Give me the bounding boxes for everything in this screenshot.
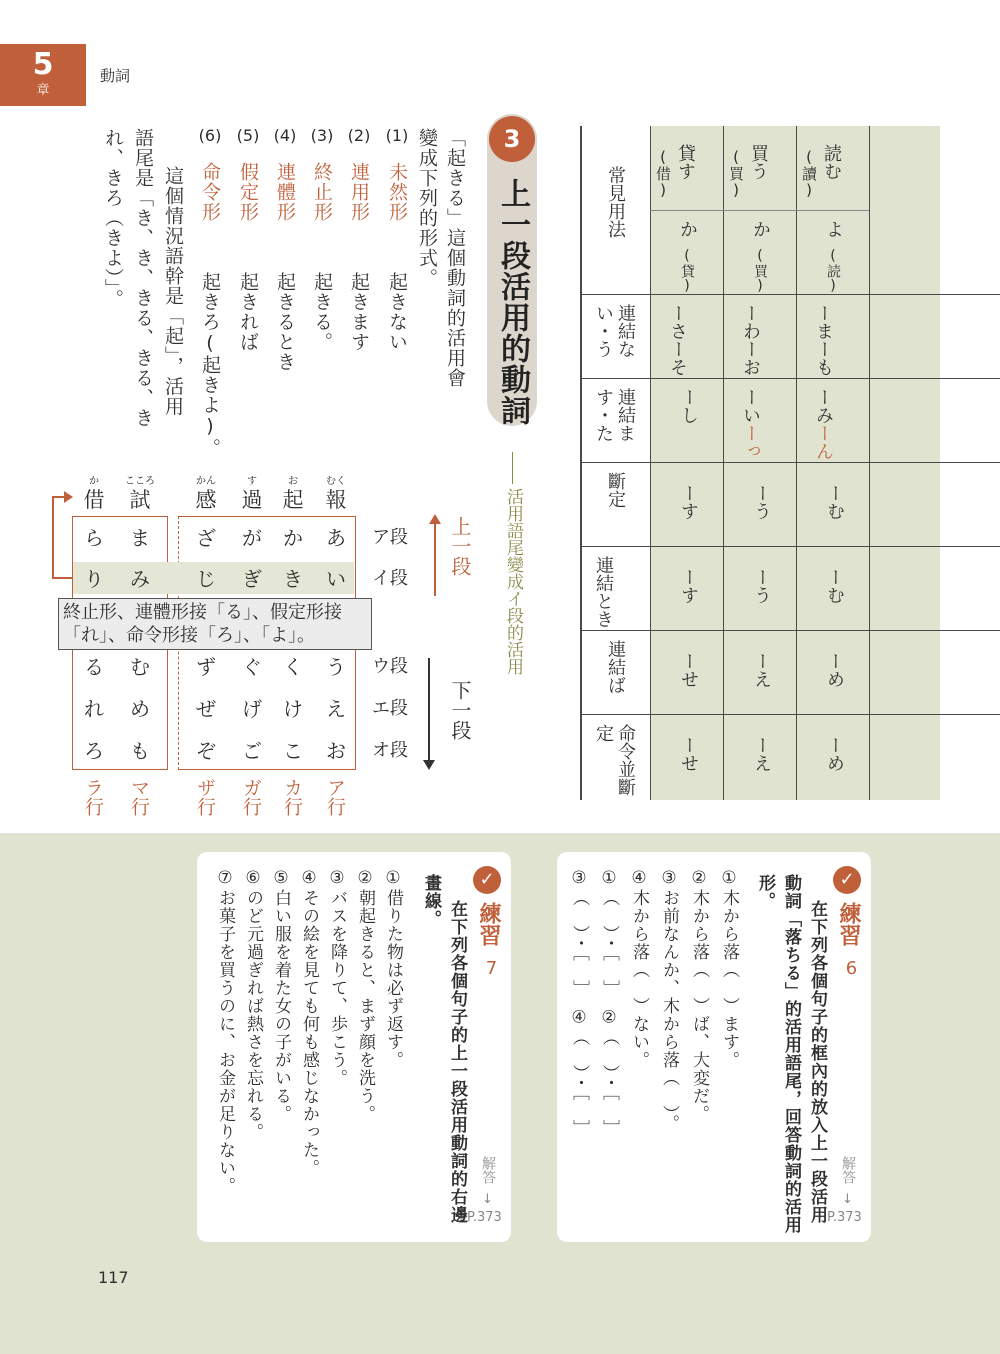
intro-note: れ、きろ（きよ）」。 [102,128,124,309]
grid-note-line: 「れ」、命令形接「ろ」、「よ」。 [63,625,315,646]
exercise-item: ④木から落（ ）ない。 [629,868,649,1069]
verb-word: 読む [821,144,842,180]
grid-cell: い [326,567,346,591]
kanji: 試 [129,488,151,512]
table-line [796,126,797,800]
grid-cell: か [283,526,303,550]
grid-cell: え [326,697,346,721]
cell-part-accent: ーん [813,424,834,460]
chapter-suffix: 章 [36,83,50,98]
verb-stem-kanji: (貸) [679,248,695,294]
arrow-down-icon: ↓ [482,1192,493,1207]
grid-word [318,476,354,512]
intro-note: 語尾是「き、き、きる、きる、き [132,128,154,428]
form-item [197,126,223,466]
verb-conjugation-table [580,126,1000,800]
grid-cell: れ [84,697,104,721]
section-number: 3 [489,116,535,162]
table-cell: ーわーお [740,304,761,376]
table-cell: ーう [751,484,772,520]
table-cell: ーし [678,388,699,424]
row-label: 連結とき [593,556,614,628]
intro-note: 這個情況語幹是「起」，活用 [162,166,184,417]
column-label: カ行 [281,778,303,816]
form-name: 終止形 [311,162,333,222]
exercise-item: ②木から落（ ）ば、大変だ。 [689,868,709,1123]
subtitle-rule [512,452,513,484]
down-arrow-head [423,760,435,770]
form-example: 起きる。 [311,272,333,352]
instruction-line: 動詞「落ちる」的活用語尾，回答動詞的活用 [781,874,801,1234]
table-line [580,462,1000,463]
form-number: (2) [347,126,371,145]
grid-cell: ら [84,526,104,550]
grid-cell: め [130,697,150,721]
table-line [869,126,870,800]
ruby: お [288,476,298,487]
row-label: 命令並斷定 [593,724,636,796]
exercise-item: ②朝起きると、まず顔を洗う。 [355,868,375,1123]
form-item [384,126,410,466]
form-number: (1) [385,126,409,145]
form-name: 假定形 [237,162,259,222]
table-cell: ーせ [678,652,699,688]
form-name: 連用形 [348,162,370,222]
form-name: 未然形 [386,162,408,222]
grid-cell: ぜ [196,697,216,721]
chapter-title: 動詞 [100,67,131,85]
grid-cell: ぞ [196,739,216,763]
row-label: 連結ない・う [593,304,636,358]
grid-cell: お [326,739,346,763]
table-cell: ーむ [824,568,845,604]
table-line [580,378,1000,379]
answer-label: 解答 [480,1156,496,1184]
chapter-number: 5 [32,47,54,82]
table-line [650,126,651,800]
lower-label: 下一段 [448,680,472,740]
form-item [235,126,261,466]
down-arrow-line [428,658,430,762]
grid-cell: う [326,655,346,679]
verb-kanji-note: (借) [654,148,672,199]
table-cell: ーう [751,568,772,604]
exercise-item: ①木から落（ ）ます。 [719,868,739,1069]
row-label: オ段 [372,740,408,761]
table-cell: ーせ [678,736,699,772]
arrow-line [52,577,72,579]
table-cell: ーす [678,568,699,604]
grid-word [275,476,311,512]
grid-cell: ざ [196,526,216,550]
grid-word [234,476,270,512]
table-line [580,294,1000,295]
instruction-line: 畫線。 [421,874,441,928]
up-arrow-line [434,522,436,596]
grid-cell: げ [242,697,262,721]
grid-cell: ぐ [242,655,262,679]
grid-cell: ろ [84,739,104,763]
form-example: 起きます [348,272,370,352]
grid-cell: じ [196,567,216,591]
form-item [272,126,298,466]
verb-kanji-note: (讀) [800,148,818,199]
form-name: 連體形 [274,162,296,222]
form-number: (4) [273,126,297,145]
form-example: 起きるとき [274,272,296,372]
section-title: 上一段活用的動詞 [495,178,530,426]
kanji: 過 [241,488,263,512]
grid-cell: る [84,655,104,679]
verb-word: 貸す [675,144,696,180]
arrow-head [64,491,73,503]
grid-word [188,476,224,512]
form-number: (6) [198,126,222,145]
practice-6-card [557,852,871,1242]
grid-cell: も [130,739,150,763]
grid-cell: む [130,655,150,679]
arrow-down-icon: ↓ [842,1192,853,1207]
table-cell [812,388,834,464]
form-number: (5) [236,126,260,145]
exercise-item: ③お前なんか、木から落（ ）。 [659,868,679,1133]
exercise-item: ③バスを降りて、歩こう。 [327,868,347,1087]
answer-page: P.373 [467,1210,502,1225]
chapter-tab [0,44,86,106]
intro-line: 變成下列的形式。 [416,128,438,288]
grid-cell: み [130,567,150,591]
exercise-item: ①借りた物は必ず返す。 [383,868,403,1069]
grid-cell: こ [283,739,303,763]
up-arrow-head [429,514,441,524]
ruby: かん [196,476,216,487]
table-cell: ーまーも [813,304,834,376]
table-cell: ーめ [824,736,845,772]
form-item [346,126,372,466]
check-icon: ✓ [473,866,501,894]
exercise-item: ⑥のど元過ぎれば熱さを忘れる。 [243,868,263,1141]
grid-word [76,476,112,512]
row-label: ア段 [372,527,408,548]
form-item [309,126,335,466]
practice-7-card [197,852,511,1242]
grid-cell: が [242,526,262,550]
column-label: ア行 [324,778,346,816]
instruction-line: 在下列各個句子的上一段活用動詞的右邊 [447,900,467,1224]
verb-stem: か [677,220,698,238]
upper-label: 上一段 [448,516,472,576]
table-cell: ーさーそ [667,304,688,376]
table-cell [739,388,761,464]
table-line [650,210,869,211]
kanji: 報 [325,488,347,512]
column-label: ラ行 [82,778,104,816]
verb-stem: よ [823,220,844,238]
grid-cell: り [84,567,104,591]
grid-note-line: 終止形、連體形接「る」、假定形接 [63,602,342,623]
column-label: ザ行 [194,778,216,816]
ruby: こころ [125,476,155,487]
table-line [723,126,724,800]
exercise-item: ⑦お菓子を買うのに、お金が足りない。 [215,868,235,1195]
table-line [580,546,1000,547]
table-border [580,126,582,800]
answer-blanks[interactable]: ③（ ）・［ ］ ④（ ）・［ ］ [569,868,589,1138]
row-label: ウ段 [372,656,408,677]
row-label: エ段 [372,698,408,719]
exercise-item: ⑤白い服を着た女の子がいる。 [271,868,291,1123]
form-name: 命令形 [199,162,221,222]
table-cell: ーえ [751,652,772,688]
answer-page: P.373 [827,1210,862,1225]
practice-label: 練習 [476,902,501,946]
form-example: 起きろ(起きよ)。 [199,272,221,458]
grid-cell: ま [130,526,150,550]
kanji: 借 [83,488,105,512]
table-header-label: 常見用法 [605,166,626,238]
row-label: 連結ます・た [593,388,636,442]
section-subtitle: 活用語尾變成イ段的活用 [503,488,523,675]
verb-word: 買う [748,144,769,180]
grid-cell: ぎ [242,567,262,591]
page-number: 117 [98,1268,129,1287]
grid-cell: き [283,567,303,591]
practice-number: 7 [481,958,502,979]
ruby: す [247,476,257,487]
kanji: 感 [195,488,217,512]
answer-blanks[interactable]: ①（ ）・［ ］ ②（ ）・［ ］ [599,868,619,1138]
row-label: 斷定 [605,472,626,508]
grid-cell: ご [242,739,262,763]
row-label: 連結ば [605,640,626,694]
table-cell: ーめ [824,652,845,688]
column-label: マ行 [128,778,150,816]
verb-kanji-note: (買) [727,148,745,199]
ruby: むく [326,476,346,487]
form-example: 起きれば [237,272,259,352]
form-example: 起きない [386,272,408,352]
instruction-line: 形。 [755,874,775,910]
row-label: イ段 [372,568,408,589]
check-icon: ✓ [833,866,861,894]
practice-label: 練習 [836,902,861,946]
ruby: か [89,476,99,487]
cell-part-accent: ーっ [740,424,761,460]
table-cell: ーえ [751,736,772,772]
practice-number: 6 [841,958,862,979]
grid-cell: あ [326,526,346,550]
table-line [580,630,1000,631]
verb-stem: か [750,220,771,238]
arrow-line [52,496,54,578]
intro-line: 「起きる」這個動詞的活用會 [444,128,466,388]
grid-cell: け [283,697,303,721]
grid-cell: く [283,655,303,679]
grid-note-box [58,598,372,650]
table-cell: ーむ [824,484,845,520]
cell-part: ーみ [813,388,834,424]
table-cell: ーす [678,484,699,520]
grid-cell: ず [196,655,216,679]
form-number: (3) [310,126,334,145]
instruction-line: 在下列各個句子的框內的放入上一段活用 [807,900,827,1224]
kanji: 起 [282,488,304,512]
grid-word [118,476,162,512]
exercise-item: ④その絵を見ても何も感じなかった。 [299,868,319,1177]
column-label: ガ行 [240,778,262,816]
table-line [580,714,1000,715]
answer-label: 解答 [840,1156,856,1184]
verb-stem-kanji: (買) [752,248,768,294]
verb-stem-kanji: (読) [825,248,841,294]
cell-part: ーい [740,388,761,424]
